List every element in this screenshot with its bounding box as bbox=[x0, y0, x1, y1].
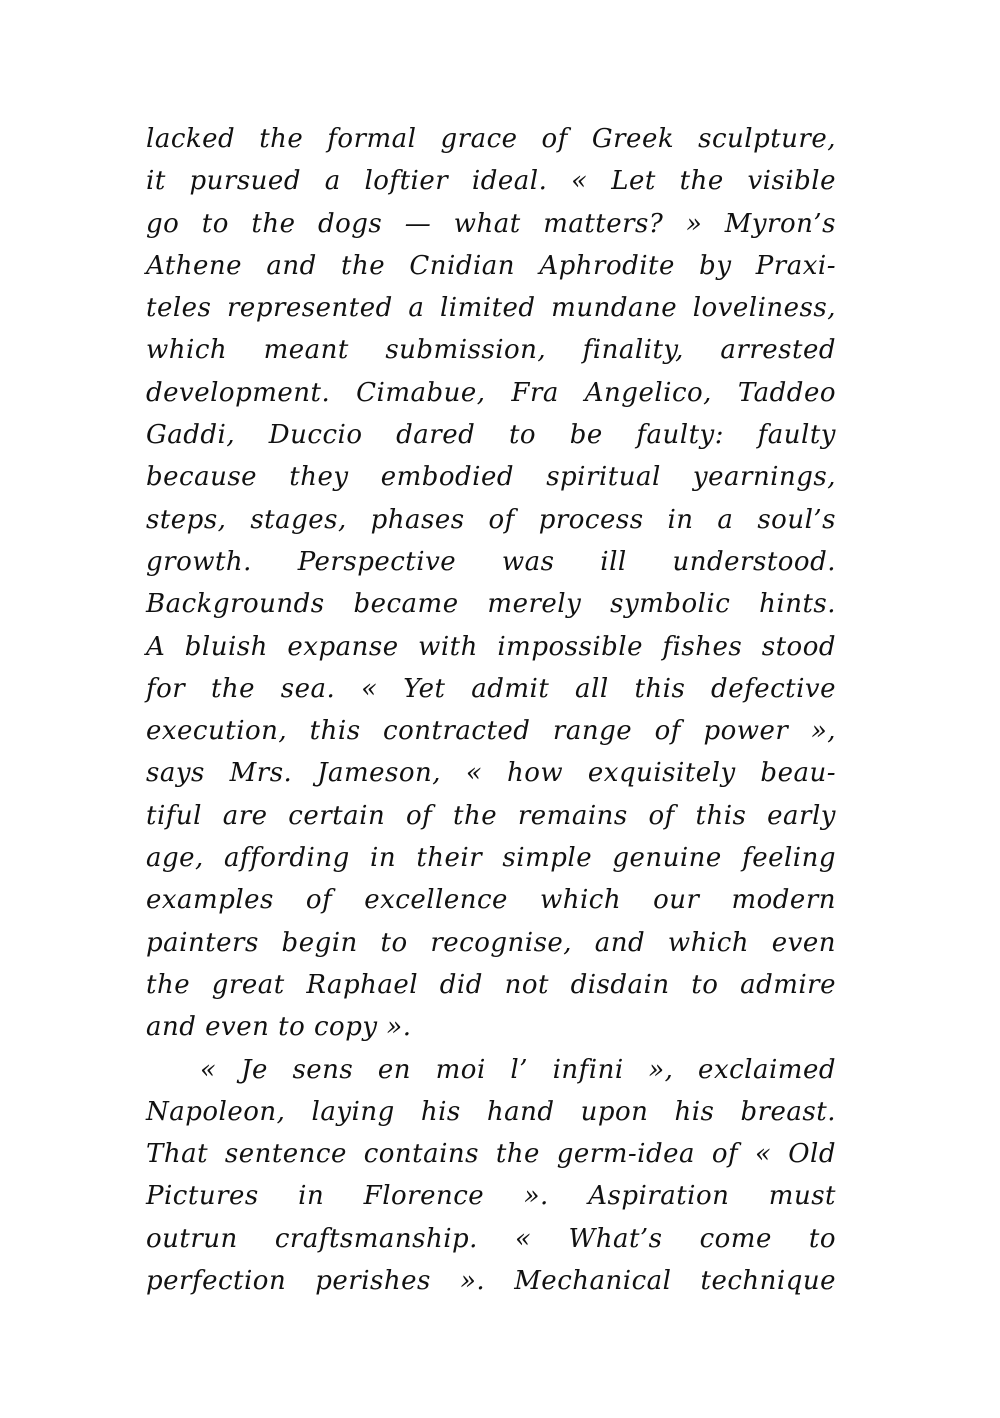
paragraph-2 bbox=[146, 1049, 836, 1303]
text-line: lacked the formal grace of Greek sculpture, bbox=[146, 124, 836, 154]
text-line: outrun craftsmanship. « What’s come to bbox=[146, 1223, 836, 1254]
text-line: the great Raphael did not disdain to admire bbox=[146, 969, 836, 1000]
body-text bbox=[146, 118, 836, 1302]
text-line: it pursued a loftier ideal. « Let the visible bbox=[146, 166, 836, 197]
text-line: Gaddi, Duccio dared to be faulty: faulty bbox=[146, 420, 836, 451]
text-line: A bluish expanse with impossible fishes stood bbox=[146, 631, 836, 662]
text-line: perfection perishes ». Mechanical technique bbox=[146, 1266, 836, 1297]
text-line: « Je sens en moi l’ infini », exclaimed bbox=[200, 1054, 836, 1085]
text-line: teles represented a limited mundane loveliness, bbox=[146, 293, 836, 324]
text-line: Pictures in Florence ». Aspiration must bbox=[146, 1181, 836, 1212]
text-line: age, affording in their simple genuine feeling bbox=[146, 843, 836, 874]
text-line: which meant submission, finality, arrested bbox=[146, 335, 836, 366]
text-line: execution, this contracted range of power », bbox=[146, 716, 836, 747]
text-line: steps, stages, phases of process in a soul’s bbox=[146, 504, 836, 535]
text-line: That sentence contains the germ-idea of « Old bbox=[146, 1139, 836, 1170]
text-line: and even to copy ». bbox=[146, 1012, 412, 1043]
text-line: Napoleon, laying his hand upon his breast. bbox=[146, 1096, 836, 1127]
text-line: development. Cimabue, Fra Angelico, Taddeo bbox=[146, 377, 836, 408]
text-line: growth. Perspective was ill understood. bbox=[146, 546, 836, 577]
paragraph-1 bbox=[146, 118, 836, 1049]
text-line: Backgrounds became merely symbolic hints. bbox=[146, 589, 836, 620]
text-line: for the sea. « Yet admit all this defective bbox=[146, 673, 836, 704]
text-line: examples of excellence which our modern bbox=[146, 885, 836, 916]
text-line: painters begin to recognise, and which even bbox=[146, 927, 836, 958]
text-line: tiful are certain of the remains of this early bbox=[146, 800, 836, 831]
text-line: because they embodied spiritual yearnings, bbox=[146, 462, 836, 493]
text-line: Athene and the Cnidian Aphrodite by Praxi- bbox=[146, 250, 836, 281]
text-line: says Mrs. Jameson, « how exquisitely beau- bbox=[146, 758, 836, 789]
text-line: go to the dogs — what matters? » Myron’s bbox=[146, 208, 836, 239]
